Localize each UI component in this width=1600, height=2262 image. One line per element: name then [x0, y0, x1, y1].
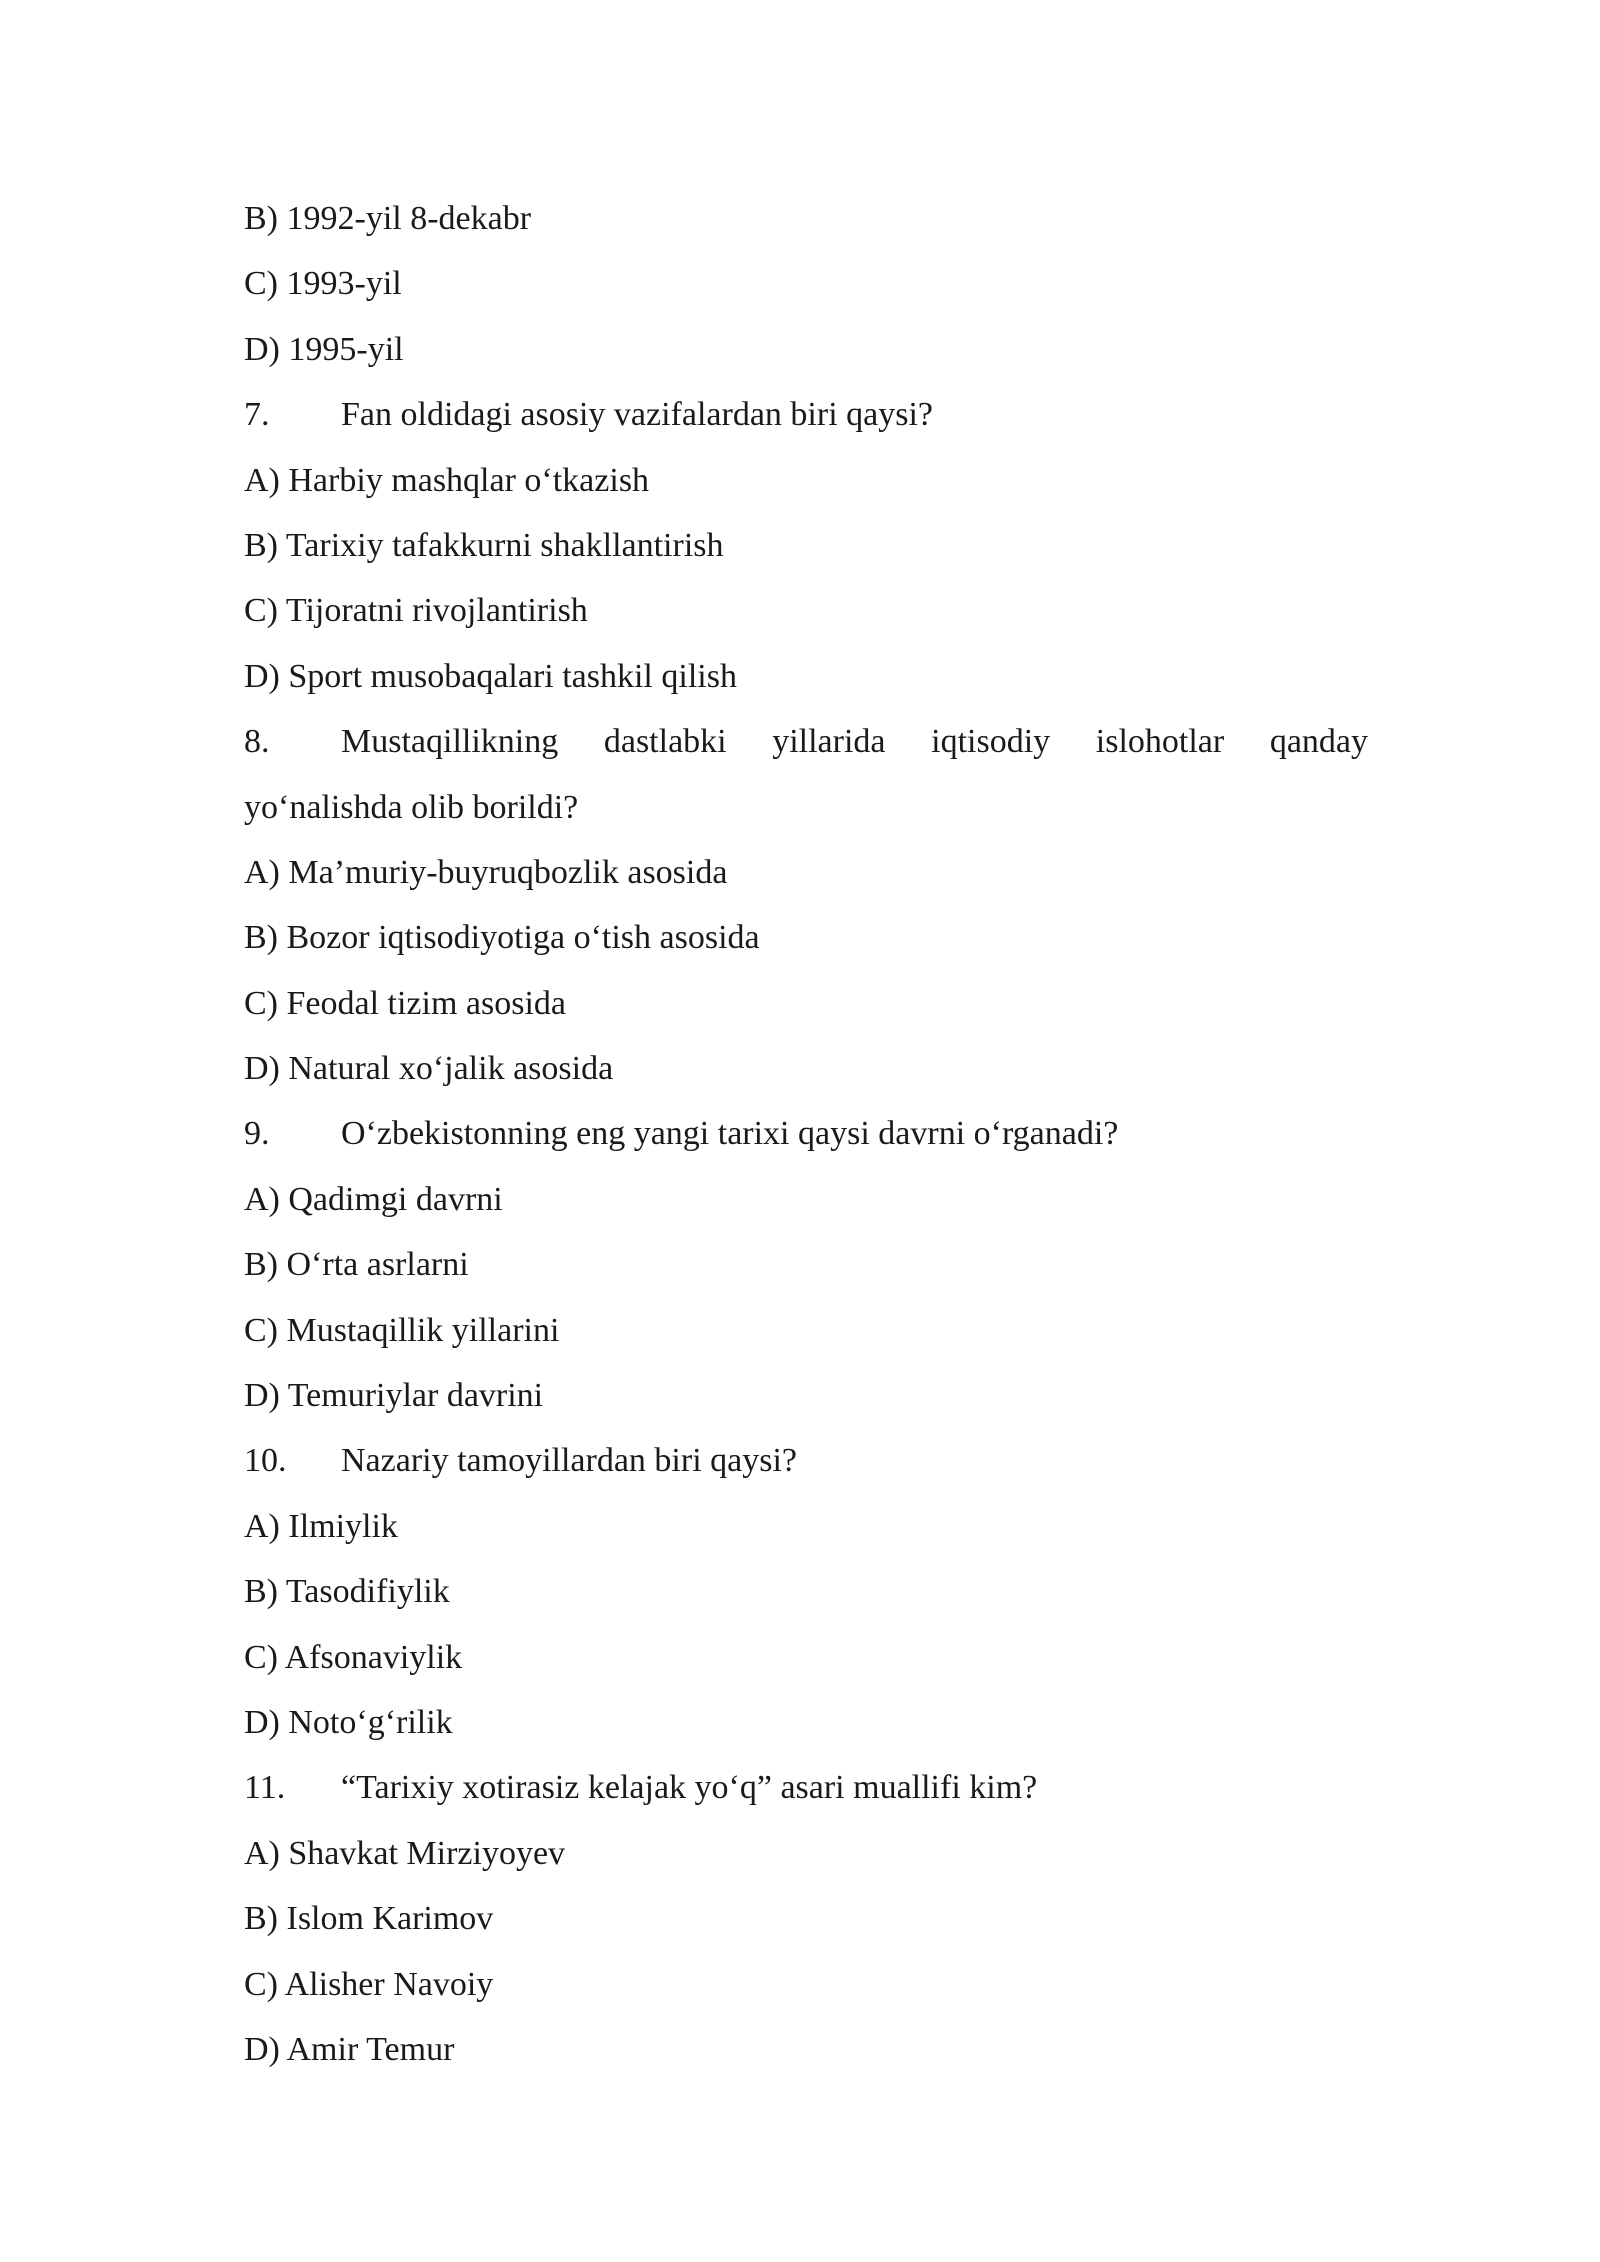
question-number: 7. [244, 396, 270, 434]
option-a: A) Ilmiylik [244, 1507, 398, 1545]
question-text-continuation: yo‘nalishda olib borildi? [244, 788, 579, 826]
option-d: D) Amir Temur [244, 2030, 455, 2068]
option-d: D) Natural xo‘jalik asosida [244, 1050, 614, 1088]
lead-option-c: C) 1993-yil [244, 265, 402, 303]
option-d: D) Temuriylar davrini [244, 1377, 544, 1415]
option-a: A) Harbiy mashqlar o‘tkazish [244, 461, 650, 499]
question-number: 11. [244, 1769, 286, 1807]
option-b: B) Islom Karimov [244, 1900, 494, 1938]
question-8 [244, 709, 1368, 774]
option-a: A) Ma’muriy-buyruqbozlik asosida [244, 853, 728, 891]
question-text: O‘zbekistonning eng yangi tarixi qaysi davrni o‘rganadi? [341, 1115, 1119, 1153]
question-number: 8. [244, 723, 270, 761]
question-text: Mustaqillikning dastlabki yillarida iqtisodiy islohotlar qanday [341, 723, 1368, 761]
question-11 [244, 1755, 1368, 1820]
question-9 [244, 1101, 1368, 1166]
quiz-content [244, 186, 1368, 2082]
option-b: B) Tasodifiylik [244, 1573, 450, 1611]
option-b: B) O‘rta asrlarni [244, 1246, 469, 1284]
option-c: C) Alisher Navoiy [244, 1965, 494, 2003]
option-a: A) Shavkat Mirziyoyev [244, 1834, 566, 1872]
option-a: A) Qadimgi davrni [244, 1180, 503, 1218]
option-c: C) Feodal tizim asosida [244, 984, 567, 1022]
question-text: “Tarixiy xotirasiz kelajak yo‘q” asari muallifi kim? [341, 1769, 1038, 1807]
question-text: Fan oldidagi asosiy vazifalardan biri qaysi? [341, 396, 933, 434]
question-number: 9. [244, 1115, 270, 1153]
option-b: B) Bozor iqtisodiyotiga o‘tish asosida [244, 919, 760, 957]
option-c: C) Tijoratni rivojlantirish [244, 592, 588, 630]
option-c: C) Mustaqillik yillarini [244, 1311, 560, 1349]
option-b: B) Tarixiy tafakkurni shakllantirish [244, 526, 724, 564]
question-7 [244, 382, 1368, 447]
lead-option-b: B) 1992-yil 8-dekabr [244, 200, 532, 237]
question-text: Nazariy tamoyillardan biri qaysi? [341, 1442, 797, 1480]
option-d: D) Sport musobaqalari tashkil qilish [244, 657, 737, 695]
question-number: 10. [244, 1442, 287, 1480]
option-d: D) Noto‘g‘rilik [244, 1703, 453, 1741]
question-10 [244, 1428, 1368, 1493]
option-c: C) Afsonaviylik [244, 1638, 463, 1676]
lead-option-d: D) 1995-yil [244, 330, 404, 368]
